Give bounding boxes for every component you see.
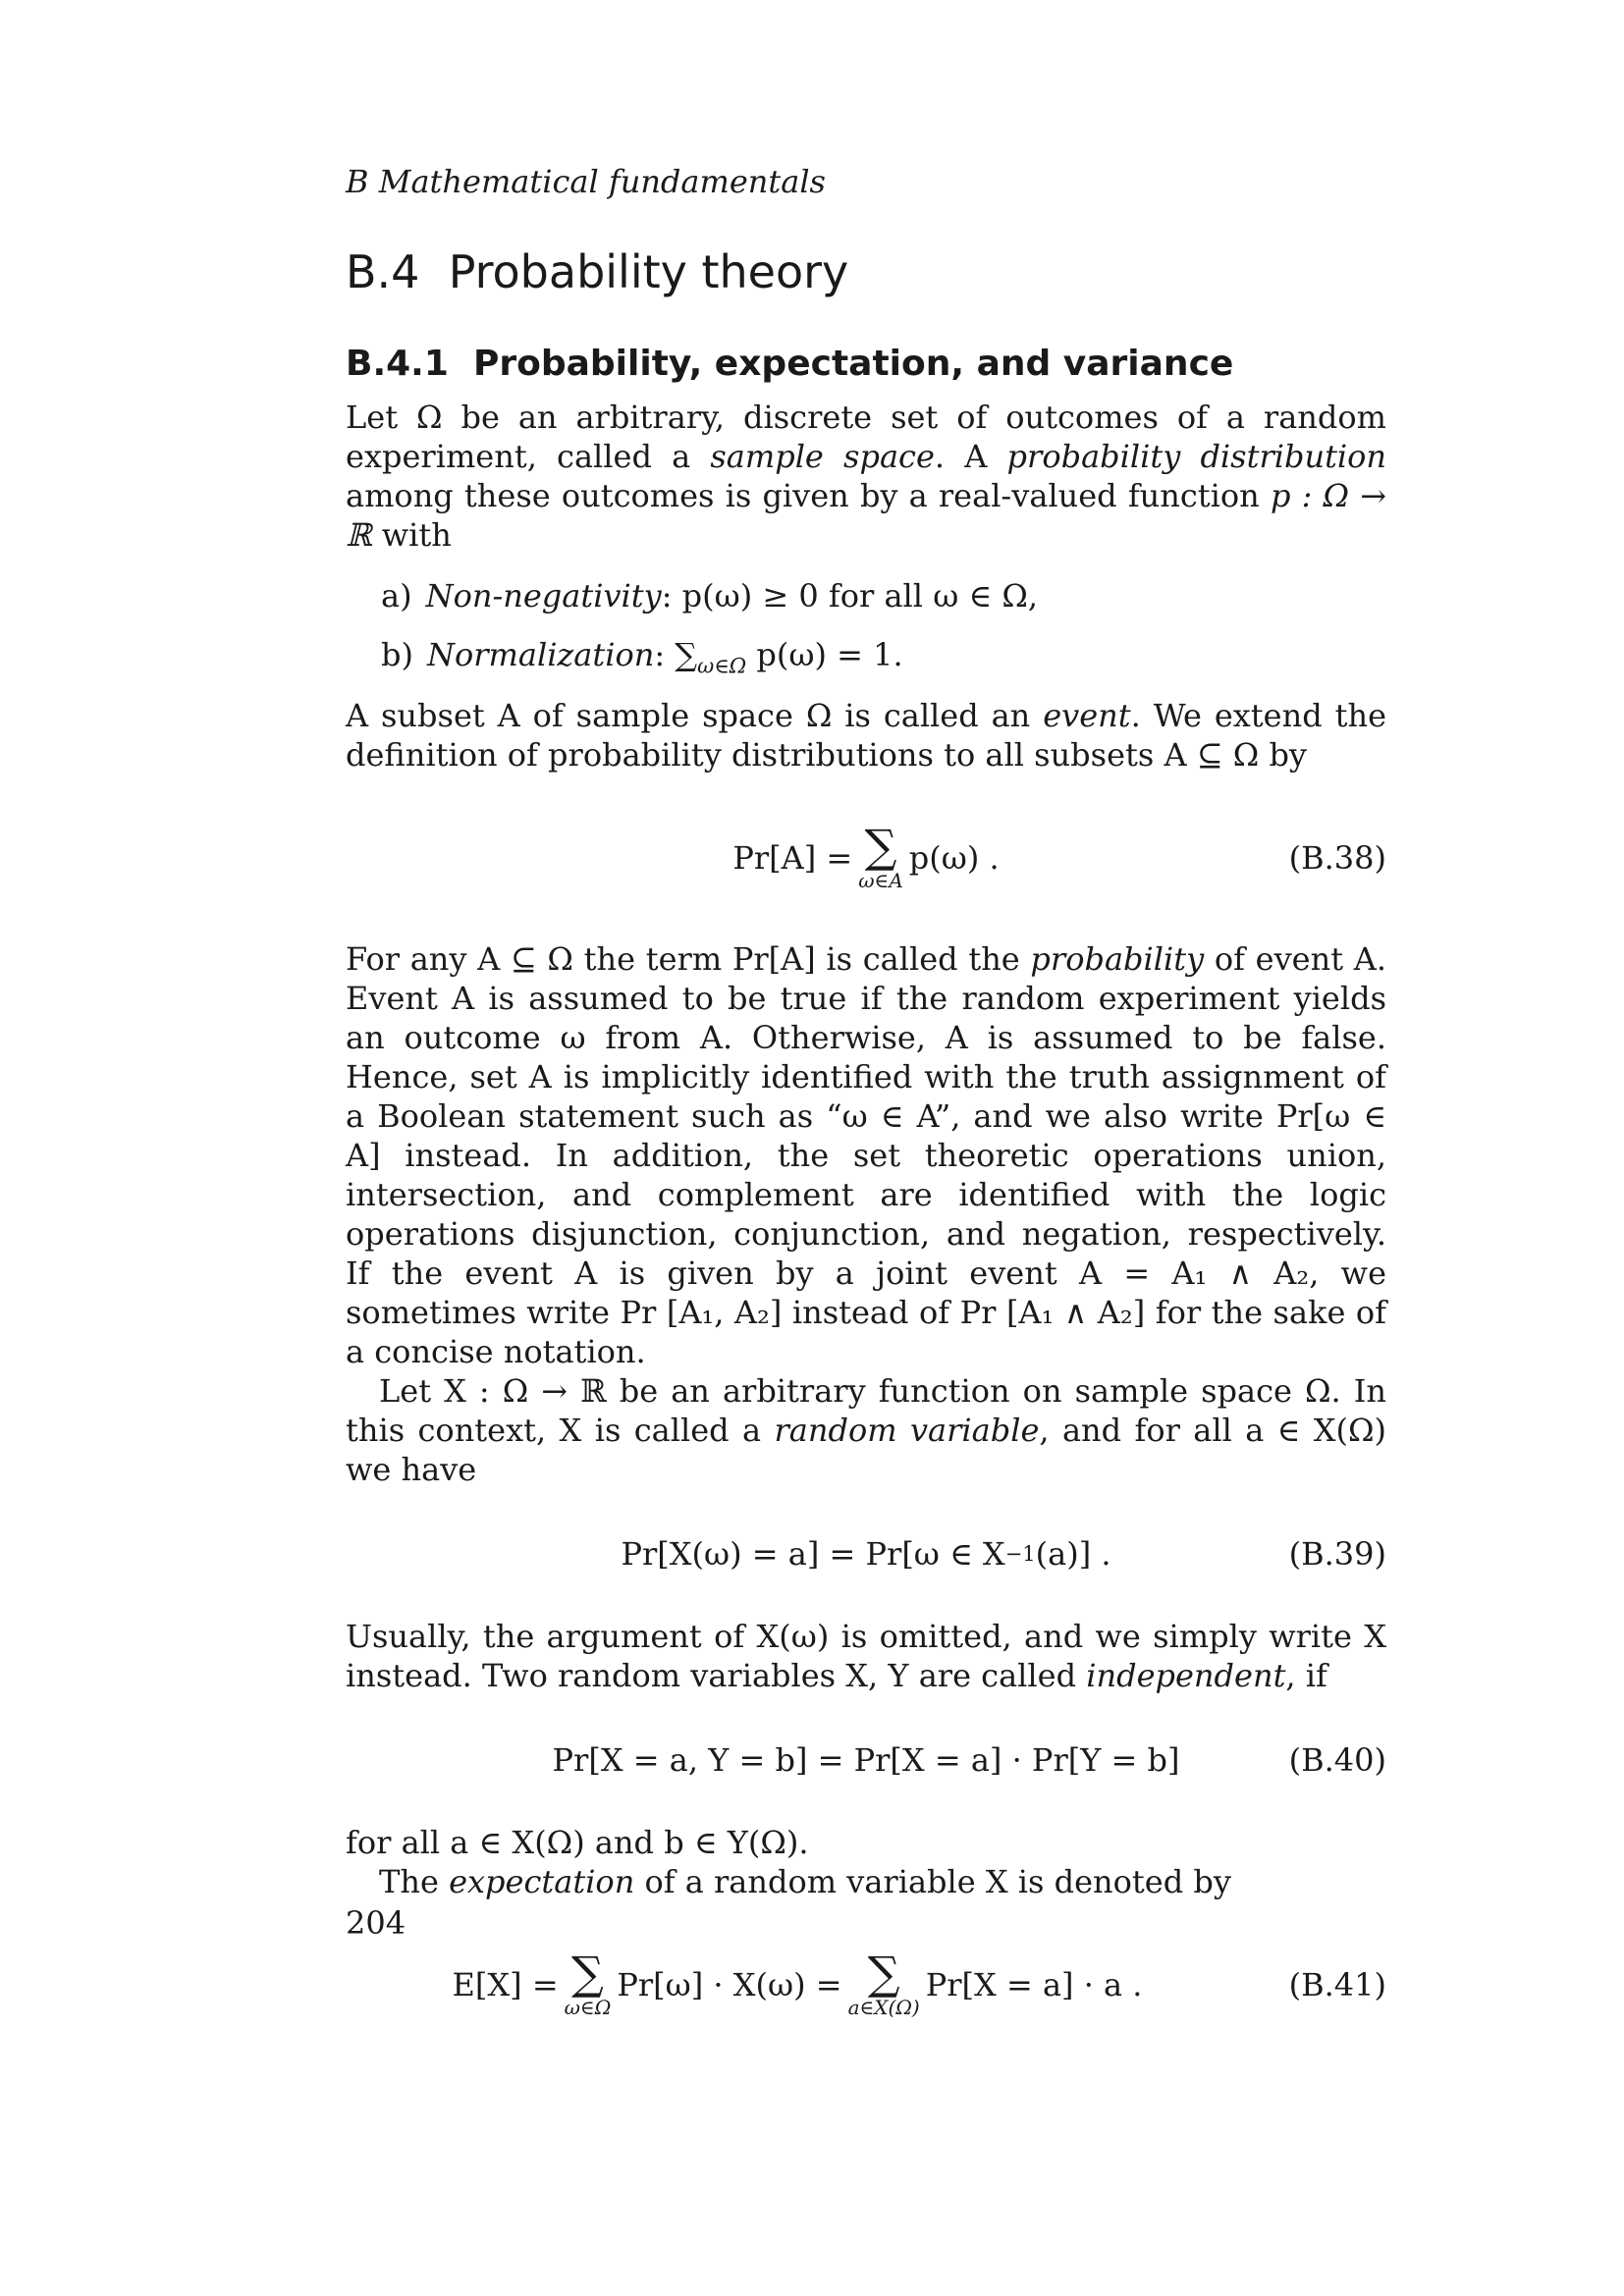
forall-line: for all a ∈ X(Ω) and b ∈ Y(Ω). — [346, 1824, 809, 1861]
property-name: Non-negativity — [425, 577, 662, 614]
term-sample-space: sample space — [710, 438, 935, 475]
equation-number: (B.38) — [1288, 839, 1386, 877]
section-heading — [346, 244, 1386, 299]
independence-paragraph: Usually, the argument of X(ω) is omitted, and we simply write X instead. Two random variables X, Y are called independent, if — [346, 1618, 1386, 1694]
running-head: B Mathematical fundamentals — [346, 163, 826, 200]
property-item: b) Normalization: $\sum_{\omega\in\Omega}$ p(ω) = 1. — [381, 636, 903, 678]
expectation-paragraph: The expectation of a random variable X is denoted by — [379, 1863, 1231, 1900]
event-paragraph: A subset A of sample space Ω is called an event. We extend the definition of probability distributions to all subsets A ⊆ Ω by — [346, 697, 1387, 774]
summation: ∑ a∈X(Ω) — [847, 1947, 920, 2019]
equation-number: (B.40) — [1288, 1741, 1386, 1779]
term-random-variable: random variable — [774, 1412, 1040, 1449]
page-number: 204 — [346, 1904, 406, 1942]
random-variable-paragraph: Let X : Ω → ℝ be an arbitrary function on sample space Ω. In this context, X is called a random variable, and for all a ∈ X(Ω) we have — [346, 1372, 1387, 1488]
equation-number: (B.41) — [1288, 1966, 1386, 2003]
equation-number: (B.39) — [1288, 1535, 1386, 1573]
probability-paragraph: For any A ⊆ Ω the term Pr[A] is called the probability of event A. Event A is assumed to be true if the random experiment yields an outcome ω from A. Otherwise, A is assumed to be false. Hence, set A is implicitly identified with the truth assignment of a Boolean statement such as “ω ∈ A”, and we also write Pr[ω ∈ A] instead. In addition, the set theoretic operations union, intersection, and complement are identified with the logic operations disjunction, conjunction, and negation, respectively. If the event A is given by a joint event A = A₁ ∧ A₂, we sometimes write Pr [A₁, A₂] instead of Pr [A₁ ∧ A₂] for the sake of a concise notation. — [346, 940, 1387, 1370]
equation-b41: E[X] = ∑ ω∈Ω Pr[ω] · X(ω) = ∑ a∈X(Ω) Pr[X = a] · a . (B.41) — [452, 1947, 1386, 2019]
term-probability: probability — [1030, 940, 1205, 978]
equation-b39: Pr[X(ω) = a] = Pr[ω ∈ X −1 (a)] . (B.39) — [621, 1535, 1386, 1573]
equation-b40: Pr[X = a, Y = b] = Pr[X = a] · Pr[Y = b] (B.40) — [552, 1741, 1386, 1779]
subsection-title: Probability, expectation, and variance — [472, 344, 1234, 384]
intro-paragraph: Let Ω be an arbitrary, discrete set of outcomes of a random experiment, called a sample space. A probability distribution among these outcomes is given by a real-valued function p : Ω → ℝ with — [346, 399, 1387, 554]
subsection-heading — [346, 343, 1386, 386]
summation: ∑ ω∈A — [858, 820, 903, 892]
page-body — [346, 162, 1386, 2066]
summation: ∑ ω∈Ω — [564, 1947, 612, 2019]
term-probability-distribution: probability distribution — [1006, 438, 1387, 475]
term-independent: independent — [1086, 1657, 1286, 1694]
section-number: B.4 — [346, 245, 420, 298]
property-list — [346, 576, 1386, 678]
term-expectation: expectation — [449, 1863, 635, 1900]
equation-b38: Pr[A] = ∑ ω∈A p(ω) . (B.38) — [732, 820, 1386, 892]
section-title: Probability theory — [448, 245, 849, 298]
subsection-number: B.4.1 — [346, 344, 449, 384]
property-name: Normalization — [426, 636, 655, 673]
term-event: event — [1043, 697, 1131, 734]
property-item: a) Non-negativity: p(ω) ≥ 0 for all ω ∈ Ω, — [381, 577, 1039, 614]
function-signature: p : Ω → ℝ — [346, 477, 1387, 554]
